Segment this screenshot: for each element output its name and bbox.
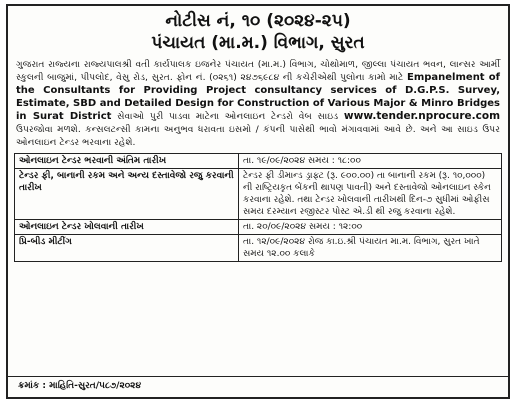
intro-text-2: સેવાઓ પુરી પાડવા માટેના ઓનલાઇન ટેન્ડરો વેબ સાઇડ bbox=[111, 111, 344, 122]
notice-department: પંચાયત (મા.મ.) વિભાગ, સુરત bbox=[151, 33, 365, 53]
schedule-value: ટેન્ડર ફી ડીમાન્ડ ડ્રાફ્ટ (રૂ. ૯૦૦.૦૦) તા બાનાની રકમ (રૂ. ૧૦,૦૦૦) ની રાષ્ટ્રિયકૃત બેંકની થાપણ પાવતી) અને દસ્તાવેજો ઓનલાઇન સ્કેન કરવાના રહેશે. તથા ટેન્ડર ખોલવાની તારીખથી દિન-૭ સુધીમાં ઓફીસ સમય દરમ્યાન રજીસ્ટર પોસ્ટ એ.ડી થી રજુ કરવાના રહેશે. bbox=[239, 169, 502, 220]
schedule-label: ઓનલાઇન ટેન્ડર ખોલવાની તારીખ bbox=[15, 220, 239, 235]
tender-website-link[interactable]: www.tender.nprocure.com bbox=[343, 110, 501, 122]
table-row bbox=[15, 169, 502, 220]
schedule-value: તા. ૧૨/૦૯/૨૦૨૪ રોજ કા.ઇ.શ્રી પંચાયત મા.મ. વિભાગ, સુરત ખાતે સમય ૧૨.૦૦ કલાકે bbox=[239, 235, 502, 262]
notice-title: નોટીસ નં, ૧૦ (૨૦૨૪-૨૫) bbox=[165, 11, 351, 31]
tender-notice bbox=[6, 4, 510, 399]
reference-number: ક્રમાંક : માહિતિ-સુરત/૫૮૭/૨૦૨૪ bbox=[8, 376, 508, 391]
schedule-table bbox=[14, 153, 502, 262]
table-row bbox=[15, 235, 502, 262]
table-row bbox=[15, 154, 502, 169]
notice-body bbox=[16, 58, 500, 149]
project-name: Empanelment of the Consultants for Providing Project consultancy services of D.G.P.S. Survey, Estimate, SBD and Detailed Design for Construction of Various Major & Minro Bridges in Surat District bbox=[16, 72, 500, 122]
schedule-label: પ્રિ-બીડ મીટીંગ bbox=[15, 235, 239, 262]
schedule-label: ઓનલાઇન ટેન્ડર ભરવાની અંતિમ તારીખ bbox=[15, 154, 239, 169]
schedule-value: તા. ૨૦/૦૯/૨૦૨૪ સમય : ૧૨:૦૦ bbox=[239, 220, 502, 235]
schedule-label: ટેન્ડર ફી, બાનાની રકમ અને અન્ય દસ્તાવેજો રજુ કરવાની તારીખ bbox=[15, 169, 239, 220]
intro-text-1: ગુજરાત રાજ્યના રાજ્યપાલશ્રી વતી કાર્યપાલક ઇજનેર પંચાયત (મા.મ.) વિભાગ, ચોથોમાળ, જીલ્લા પંચાયત ભવન, લાન્સર આર્મી સ્કુલની બાજુમાં, પીપલોદ, વેસુ રોડ, સુરત. ફોન નં. (૦૨૬૧) ૨૪૭૬૯૮૪ ની કચેરીએથી પુલોના કામો માટે bbox=[16, 59, 500, 83]
schedule-value: તા. ૧૯/૦૯/૨૦૨૪ સમય : ૧૮:૦૦ bbox=[239, 154, 502, 169]
table-row bbox=[15, 220, 502, 235]
intro-text-3: ઉપરજોવા મળશે. કન્સલટન્સી કામના અનુભવ ધરાવતા ઇસમો / કંપની પાસેથી ભાવો મંગાવવામાં આવે છે. અને આ સાઇડ ઉપર ઓનલાઇન ટેન્ડર ભરવાના રહેશે. bbox=[16, 124, 500, 148]
